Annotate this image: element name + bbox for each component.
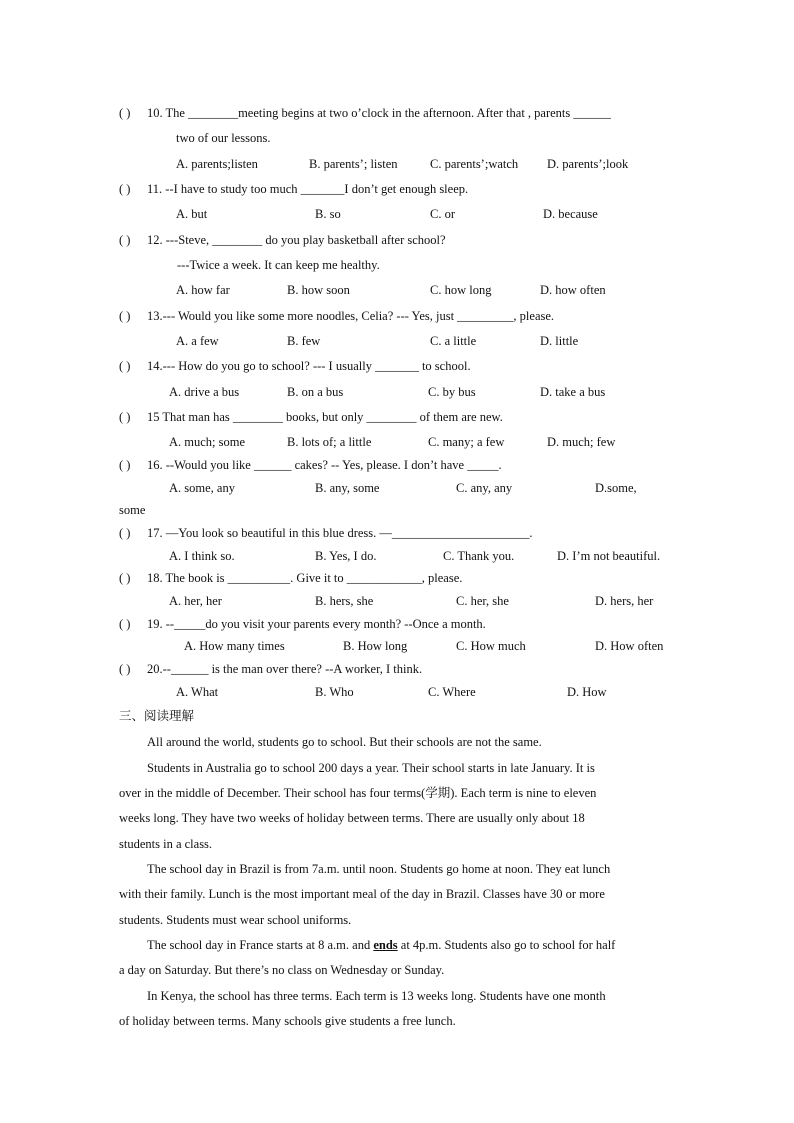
question-stem: 14.--- How do you go to school? --- I usually _______ to school. bbox=[147, 359, 471, 373]
answer-bracket[interactable]: ( ) bbox=[119, 458, 131, 472]
paragraph-2-line: over in the middle of December. Their school has four terms(学期). Each term is nine to eleven bbox=[119, 786, 597, 800]
option-a: A. but bbox=[176, 207, 208, 221]
question-stem: 10. The ________meeting begins at two o’clock in the afternoon. After that , parents ______ bbox=[147, 106, 611, 120]
paragraph-3-line: students. Students must wear school uniforms. bbox=[119, 913, 352, 927]
answer-bracket[interactable]: ( ) bbox=[119, 662, 131, 676]
option-d: D. parents’;look bbox=[547, 157, 629, 171]
answer-bracket[interactable]: ( ) bbox=[119, 359, 131, 373]
option-a: A. a few bbox=[176, 334, 219, 348]
paragraph-2-line: weeks long. They have two weeks of holiday between terms. There are usually only about 18 bbox=[119, 811, 585, 825]
option-c: C. by bus bbox=[428, 385, 476, 399]
option-b: B. How long bbox=[343, 639, 408, 653]
question-stem: 18. The book is __________. Give it to ____________, please. bbox=[147, 571, 463, 585]
paragraph-4-text: at 4p.m. Students also go to school for half bbox=[397, 938, 616, 952]
option-b: B. parents’; listen bbox=[309, 157, 398, 171]
answer-bracket[interactable]: ( ) bbox=[119, 571, 131, 585]
option-d: D. I’m not beautiful. bbox=[557, 549, 661, 563]
option-d: D. because bbox=[543, 207, 598, 221]
option-b: B. hers, she bbox=[315, 594, 374, 608]
option-c: C. her, she bbox=[456, 594, 509, 608]
answer-bracket[interactable]: ( ) bbox=[119, 106, 131, 120]
option-d: D. hers, her bbox=[595, 594, 654, 608]
option-d: D. How bbox=[567, 685, 607, 699]
option-c: C. or bbox=[430, 207, 455, 221]
option-a: A. parents;listen bbox=[176, 157, 258, 171]
question-stem-cont: ---Twice a week. It can keep me healthy. bbox=[177, 258, 380, 272]
option-b: B. so bbox=[315, 207, 341, 221]
question-stem: 12. ---Steve, ________ do you play basketball after school? bbox=[147, 233, 446, 247]
option-c: C. parents’;watch bbox=[430, 157, 519, 171]
option-c: C. any, any bbox=[456, 481, 513, 495]
question-stem: 11. --I have to study too much _______I don’t get enough sleep. bbox=[147, 182, 469, 196]
option-b: B. Yes, I do. bbox=[315, 549, 377, 563]
answer-bracket[interactable]: ( ) bbox=[119, 410, 131, 424]
question-stem: 15 That man has ________ books, but only ________ of them are new. bbox=[147, 410, 503, 424]
paragraph-2-line: Students in Australia go to school 200 days a year. Their school starts in late January. It is bbox=[147, 761, 595, 775]
option-a: A. much; some bbox=[169, 435, 246, 449]
option-c: C. many; a few bbox=[428, 435, 505, 449]
option-b: B. how soon bbox=[287, 283, 350, 297]
option-b: B. Who bbox=[315, 685, 354, 699]
option-c: C. how long bbox=[430, 283, 492, 297]
answer-bracket[interactable]: ( ) bbox=[119, 526, 131, 540]
emphasized-word: ends bbox=[373, 938, 398, 952]
question-stem-cont: two of our lessons. bbox=[176, 131, 271, 145]
option-b: B. lots of; a little bbox=[287, 435, 372, 449]
question-stem: 19. --_____do you visit your parents every month? --Once a month. bbox=[147, 617, 486, 631]
paragraph-1: All around the world, students go to school. But their schools are not the same. bbox=[147, 735, 542, 749]
paragraph-4-line bbox=[147, 938, 615, 952]
option-c: C. a little bbox=[430, 334, 477, 348]
option-a: A. some, any bbox=[169, 481, 235, 495]
paragraph-4-text: The school day in France starts at 8 a.m. and bbox=[147, 938, 374, 952]
question-stem: 13.--- Would you like some more noodles, Celia? --- Yes, just _________, please. bbox=[147, 309, 555, 323]
paragraph-2-line: students in a class. bbox=[119, 837, 213, 851]
option-a: A. How many times bbox=[184, 639, 285, 653]
answer-bracket[interactable]: ( ) bbox=[119, 617, 131, 631]
paragraph-4-line: a day on Saturday. But there’s no class on Wednesday or Sunday. bbox=[119, 963, 445, 977]
option-d-wrap: some bbox=[119, 503, 146, 517]
option-b: B. any, some bbox=[315, 481, 380, 495]
option-c: C. Thank you. bbox=[443, 549, 515, 563]
option-c: C. How much bbox=[456, 639, 526, 653]
question-stem: 16. --Would you like ______ cakes? -- Yes, please. I don’t have _____. bbox=[147, 458, 502, 472]
question-stem: 20.--______ is the man over there? --A worker, I think. bbox=[147, 662, 423, 676]
option-a: A. What bbox=[176, 685, 219, 699]
option-d: D. how often bbox=[540, 283, 606, 297]
paragraph-3-line: The school day in Brazil is from 7a.m. until noon. Students go home at noon. They eat lunch bbox=[147, 862, 611, 876]
option-d: D. much; few bbox=[547, 435, 616, 449]
answer-bracket[interactable]: ( ) bbox=[119, 233, 131, 247]
option-a: A. her, her bbox=[169, 594, 222, 608]
option-c: C. Where bbox=[428, 685, 476, 699]
paragraph-5-line: In Kenya, the school has three terms. Each term is 13 weeks long. Students have one month bbox=[147, 989, 606, 1003]
paragraph-5-line: of holiday between terms. Many schools give students a free lunch. bbox=[119, 1014, 456, 1028]
answer-bracket[interactable]: ( ) bbox=[119, 309, 131, 323]
option-d: D. take a bus bbox=[540, 385, 606, 399]
option-b: B. on a bus bbox=[287, 385, 344, 399]
option-a: A. drive a bus bbox=[169, 385, 240, 399]
section-heading: 三、阅读理解 bbox=[119, 708, 195, 723]
option-b: B. few bbox=[287, 334, 321, 348]
option-a: A. how far bbox=[176, 283, 230, 297]
answer-bracket[interactable]: ( ) bbox=[119, 182, 131, 196]
option-d: D. little bbox=[540, 334, 579, 348]
paragraph-3-line: with their family. Lunch is the most important meal of the day in Brazil. Classes have 30 or more bbox=[119, 887, 605, 901]
option-d: D.some, bbox=[595, 481, 637, 495]
option-a: A. I think so. bbox=[169, 549, 235, 563]
option-d: D. How often bbox=[595, 639, 664, 653]
question-stem: 17. —You look so beautiful in this blue dress. —______________________. bbox=[147, 526, 533, 540]
